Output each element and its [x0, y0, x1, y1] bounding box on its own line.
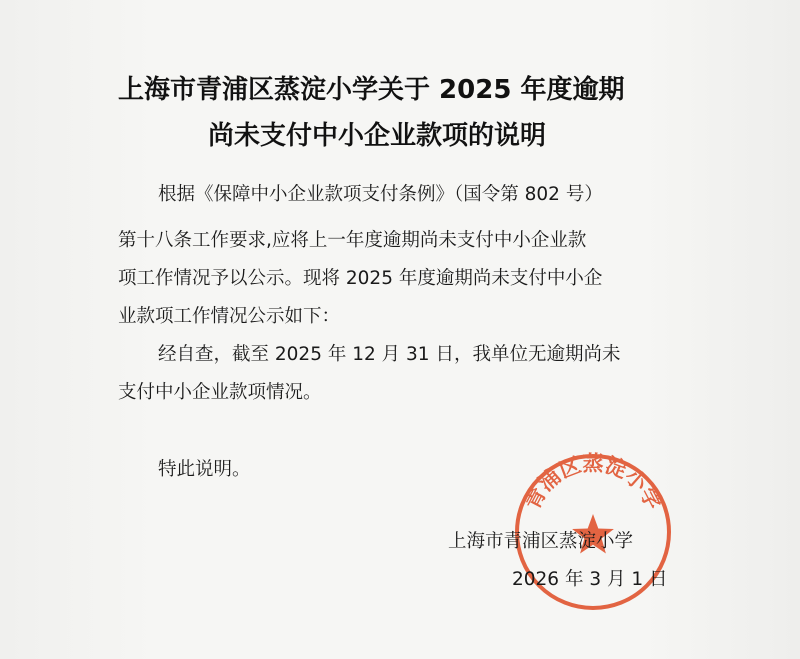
closing-text: 特此说明。 [158, 459, 251, 480]
body-line-5: 经自查，截至 2025 年 12 月 31 日，我单位无逾期尚未 [158, 344, 621, 365]
body-line-1: 根据《保障中小企业款项支付条例》（国令第 802 号） [158, 184, 603, 205]
body-line-2: 第十八条工作要求,应将上一年度逾期尚未支付中小企业款 [118, 230, 587, 251]
body-line-3: 项工作情况予以公示。现将 2025 年度逾期尚未支付中小企 [118, 268, 603, 289]
signature-date: 2026 年 3 月 1 日 [512, 569, 668, 590]
seal-text: 青浦区蒸淀小学 [519, 452, 667, 514]
signature-organization: 上海市青浦区蒸淀小学 [448, 531, 634, 552]
body-line-4: 业款项工作情况公示如下： [118, 306, 341, 327]
document-title-line-1: 上海市青浦区蒸淀小学关于 2025 年度逾期 [118, 75, 625, 105]
document-title-line-2: 尚未支付中小企业款项的说明 [208, 121, 547, 151]
body-line-6: 支付中小企业款项情况。 [118, 382, 322, 403]
